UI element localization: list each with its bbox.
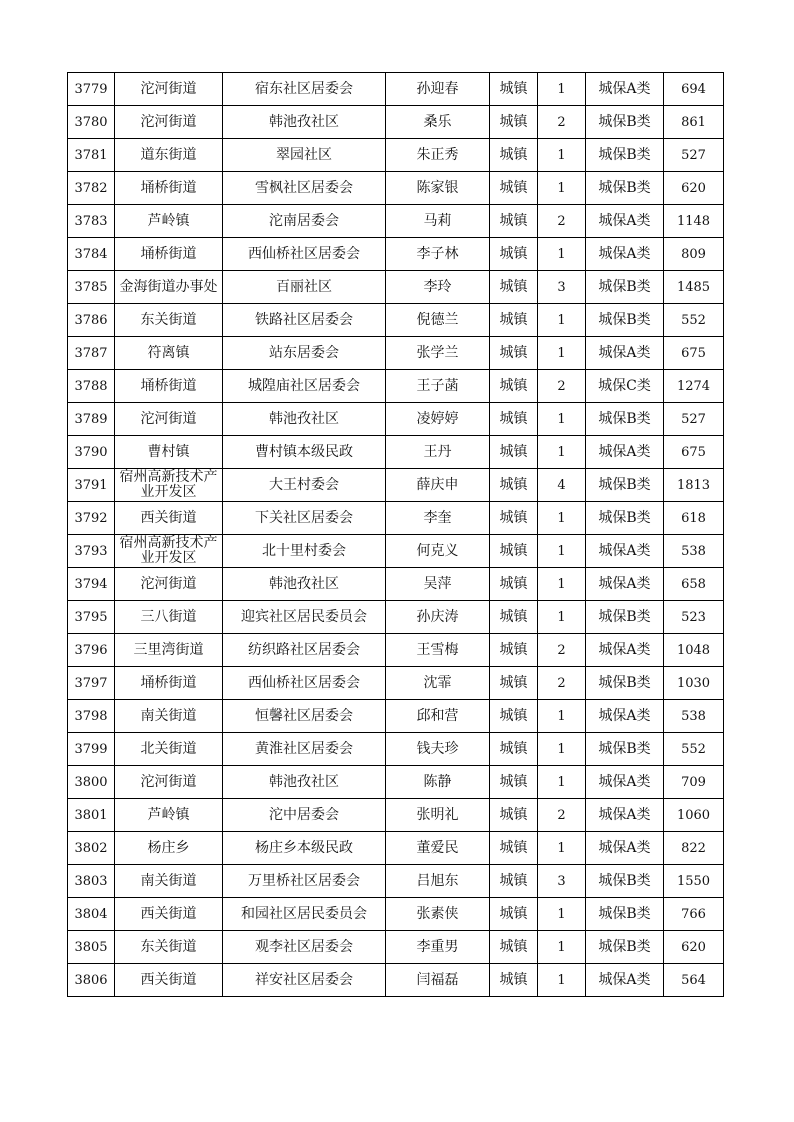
person-name-cell: 李重男 xyxy=(386,931,490,964)
row-id-cell: 3784 xyxy=(68,238,115,271)
area-type-cell: 城镇 xyxy=(490,700,538,733)
amount-cell: 1274 xyxy=(664,370,724,403)
row-id-cell: 3795 xyxy=(68,601,115,634)
area-type-cell: 城镇 xyxy=(490,403,538,436)
community-cell: 城隍庙社区居委会 xyxy=(223,370,386,403)
person-name-cell: 薛庆申 xyxy=(386,469,490,502)
community-cell: 沱中居委会 xyxy=(223,799,386,832)
person-name-cell: 李玲 xyxy=(386,271,490,304)
person-name-cell: 王丹 xyxy=(386,436,490,469)
street-cell: 北关街道 xyxy=(115,733,223,766)
household-count-cell: 1 xyxy=(538,436,586,469)
row-id-cell: 3801 xyxy=(68,799,115,832)
household-count-cell: 1 xyxy=(538,304,586,337)
category-cell: 城保B类 xyxy=(586,304,664,337)
household-count-cell: 1 xyxy=(538,832,586,865)
category-cell: 城保B类 xyxy=(586,403,664,436)
row-id-cell: 3781 xyxy=(68,139,115,172)
household-count-cell: 1 xyxy=(538,964,586,997)
household-count-cell: 3 xyxy=(538,271,586,304)
area-type-cell: 城镇 xyxy=(490,766,538,799)
community-cell: 百丽社区 xyxy=(223,271,386,304)
community-cell: 祥安社区居委会 xyxy=(223,964,386,997)
person-name-cell: 王雪梅 xyxy=(386,634,490,667)
category-cell: 城保B类 xyxy=(586,931,664,964)
household-count-cell: 2 xyxy=(538,106,586,139)
category-cell: 城保B类 xyxy=(586,106,664,139)
amount-cell: 766 xyxy=(664,898,724,931)
street-cell: 埇桥街道 xyxy=(115,667,223,700)
relief-roster-table xyxy=(67,72,724,997)
street-cell: 沱河街道 xyxy=(115,106,223,139)
street-cell: 宿州高新技术产业开发区 xyxy=(115,535,223,568)
row-id-cell: 3799 xyxy=(68,733,115,766)
area-type-cell: 城镇 xyxy=(490,370,538,403)
area-type-cell: 城镇 xyxy=(490,667,538,700)
row-id-cell: 3805 xyxy=(68,931,115,964)
community-cell: 雪枫社区居委会 xyxy=(223,172,386,205)
area-type-cell: 城镇 xyxy=(490,436,538,469)
category-cell: 城保A类 xyxy=(586,832,664,865)
category-cell: 城保B类 xyxy=(586,502,664,535)
amount-cell: 527 xyxy=(664,403,724,436)
category-cell: 城保A类 xyxy=(586,337,664,370)
person-name-cell: 王子菡 xyxy=(386,370,490,403)
table-row xyxy=(68,865,724,898)
household-count-cell: 1 xyxy=(538,931,586,964)
table-row xyxy=(68,172,724,205)
household-count-cell: 1 xyxy=(538,766,586,799)
community-cell: 韩池孜社区 xyxy=(223,568,386,601)
table-row xyxy=(68,436,724,469)
area-type-cell: 城镇 xyxy=(490,337,538,370)
table-row xyxy=(68,700,724,733)
person-name-cell: 钱夫珍 xyxy=(386,733,490,766)
category-cell: 城保B类 xyxy=(586,139,664,172)
household-count-cell: 2 xyxy=(538,205,586,238)
household-count-cell: 1 xyxy=(538,139,586,172)
category-cell: 城保A类 xyxy=(586,634,664,667)
row-id-cell: 3806 xyxy=(68,964,115,997)
area-type-cell: 城镇 xyxy=(490,799,538,832)
amount-cell: 564 xyxy=(664,964,724,997)
amount-cell: 675 xyxy=(664,436,724,469)
amount-cell: 538 xyxy=(664,700,724,733)
street-cell: 芦岭镇 xyxy=(115,205,223,238)
amount-cell: 1148 xyxy=(664,205,724,238)
row-id-cell: 3804 xyxy=(68,898,115,931)
amount-cell: 620 xyxy=(664,931,724,964)
household-count-cell: 3 xyxy=(538,865,586,898)
street-cell: 道东街道 xyxy=(115,139,223,172)
street-cell: 南关街道 xyxy=(115,865,223,898)
amount-cell: 1485 xyxy=(664,271,724,304)
table-row xyxy=(68,73,724,106)
row-id-cell: 3800 xyxy=(68,766,115,799)
person-name-cell: 张素侠 xyxy=(386,898,490,931)
area-type-cell: 城镇 xyxy=(490,73,538,106)
row-id-cell: 3782 xyxy=(68,172,115,205)
table-row xyxy=(68,205,724,238)
amount-cell: 538 xyxy=(664,535,724,568)
area-type-cell: 城镇 xyxy=(490,568,538,601)
amount-cell: 552 xyxy=(664,733,724,766)
community-cell: 北十里村委会 xyxy=(223,535,386,568)
row-id-cell: 3783 xyxy=(68,205,115,238)
amount-cell: 527 xyxy=(664,139,724,172)
person-name-cell: 孙庆涛 xyxy=(386,601,490,634)
row-id-cell: 3802 xyxy=(68,832,115,865)
area-type-cell: 城镇 xyxy=(490,931,538,964)
table-row xyxy=(68,898,724,931)
row-id-cell: 3803 xyxy=(68,865,115,898)
street-cell: 三里湾街道 xyxy=(115,634,223,667)
street-cell: 宿州高新技术产业开发区 xyxy=(115,469,223,502)
person-name-cell: 何克义 xyxy=(386,535,490,568)
category-cell: 城保B类 xyxy=(586,667,664,700)
row-id-cell: 3796 xyxy=(68,634,115,667)
amount-cell: 523 xyxy=(664,601,724,634)
household-count-cell: 2 xyxy=(538,667,586,700)
community-cell: 西仙桥社区居委会 xyxy=(223,667,386,700)
area-type-cell: 城镇 xyxy=(490,205,538,238)
table-row xyxy=(68,139,724,172)
household-count-cell: 1 xyxy=(538,337,586,370)
amount-cell: 658 xyxy=(664,568,724,601)
community-cell: 翠园社区 xyxy=(223,139,386,172)
table-row xyxy=(68,271,724,304)
community-cell: 大王村委会 xyxy=(223,469,386,502)
community-cell: 韩池孜社区 xyxy=(223,403,386,436)
area-type-cell: 城镇 xyxy=(490,832,538,865)
household-count-cell: 1 xyxy=(538,535,586,568)
area-type-cell: 城镇 xyxy=(490,304,538,337)
table-row xyxy=(68,106,724,139)
amount-cell: 822 xyxy=(664,832,724,865)
category-cell: 城保A类 xyxy=(586,535,664,568)
category-cell: 城保A类 xyxy=(586,766,664,799)
amount-cell: 620 xyxy=(664,172,724,205)
person-name-cell: 董爱民 xyxy=(386,832,490,865)
category-cell: 城保B类 xyxy=(586,271,664,304)
row-id-cell: 3786 xyxy=(68,304,115,337)
area-type-cell: 城镇 xyxy=(490,139,538,172)
community-cell: 站东居委会 xyxy=(223,337,386,370)
community-cell: 沱南居委会 xyxy=(223,205,386,238)
amount-cell: 1030 xyxy=(664,667,724,700)
row-id-cell: 3779 xyxy=(68,73,115,106)
street-cell: 埇桥街道 xyxy=(115,238,223,271)
category-cell: 城保A类 xyxy=(586,205,664,238)
household-count-cell: 1 xyxy=(538,568,586,601)
street-cell: 西关街道 xyxy=(115,898,223,931)
amount-cell: 1060 xyxy=(664,799,724,832)
street-cell: 沱河街道 xyxy=(115,73,223,106)
category-cell: 城保C类 xyxy=(586,370,664,403)
household-count-cell: 2 xyxy=(538,799,586,832)
category-cell: 城保A类 xyxy=(586,238,664,271)
street-cell: 东关街道 xyxy=(115,931,223,964)
community-cell: 杨庄乡本级民政 xyxy=(223,832,386,865)
household-count-cell: 1 xyxy=(538,700,586,733)
table-row xyxy=(68,931,724,964)
area-type-cell: 城镇 xyxy=(490,502,538,535)
household-count-cell: 1 xyxy=(538,403,586,436)
row-id-cell: 3793 xyxy=(68,535,115,568)
category-cell: 城保A类 xyxy=(586,700,664,733)
area-type-cell: 城镇 xyxy=(490,238,538,271)
table-row xyxy=(68,238,724,271)
row-id-cell: 3792 xyxy=(68,502,115,535)
category-cell: 城保A类 xyxy=(586,568,664,601)
community-cell: 韩池孜社区 xyxy=(223,766,386,799)
household-count-cell: 1 xyxy=(538,502,586,535)
person-name-cell: 李子林 xyxy=(386,238,490,271)
street-cell: 芦岭镇 xyxy=(115,799,223,832)
person-name-cell: 朱正秀 xyxy=(386,139,490,172)
row-id-cell: 3785 xyxy=(68,271,115,304)
person-name-cell: 张明礼 xyxy=(386,799,490,832)
table-row xyxy=(68,667,724,700)
category-cell: 城保B类 xyxy=(586,469,664,502)
person-name-cell: 闫福磊 xyxy=(386,964,490,997)
household-count-cell: 4 xyxy=(538,469,586,502)
person-name-cell: 邱和营 xyxy=(386,700,490,733)
street-cell: 金海街道办事处 xyxy=(115,271,223,304)
amount-cell: 861 xyxy=(664,106,724,139)
person-name-cell: 沈霏 xyxy=(386,667,490,700)
amount-cell: 694 xyxy=(664,73,724,106)
street-cell: 西关街道 xyxy=(115,502,223,535)
table-row xyxy=(68,799,724,832)
category-cell: 城保B类 xyxy=(586,733,664,766)
person-name-cell: 吴萍 xyxy=(386,568,490,601)
table-row xyxy=(68,766,724,799)
row-id-cell: 3797 xyxy=(68,667,115,700)
table-row xyxy=(68,964,724,997)
row-id-cell: 3780 xyxy=(68,106,115,139)
area-type-cell: 城镇 xyxy=(490,601,538,634)
table-row xyxy=(68,502,724,535)
row-id-cell: 3787 xyxy=(68,337,115,370)
row-id-cell: 3794 xyxy=(68,568,115,601)
community-cell: 恒馨社区居委会 xyxy=(223,700,386,733)
community-cell: 铁路社区居委会 xyxy=(223,304,386,337)
category-cell: 城保A类 xyxy=(586,73,664,106)
amount-cell: 1550 xyxy=(664,865,724,898)
row-id-cell: 3788 xyxy=(68,370,115,403)
person-name-cell: 孙迎春 xyxy=(386,73,490,106)
street-cell: 东关街道 xyxy=(115,304,223,337)
community-cell: 纺织路社区居委会 xyxy=(223,634,386,667)
street-cell: 沱河街道 xyxy=(115,766,223,799)
table-row xyxy=(68,733,724,766)
street-cell: 南关街道 xyxy=(115,700,223,733)
person-name-cell: 李奎 xyxy=(386,502,490,535)
community-cell: 西仙桥社区居委会 xyxy=(223,238,386,271)
amount-cell: 618 xyxy=(664,502,724,535)
amount-cell: 809 xyxy=(664,238,724,271)
street-cell: 沱河街道 xyxy=(115,403,223,436)
area-type-cell: 城镇 xyxy=(490,733,538,766)
person-name-cell: 凌婷婷 xyxy=(386,403,490,436)
category-cell: 城保A类 xyxy=(586,964,664,997)
street-cell: 三八街道 xyxy=(115,601,223,634)
table-row xyxy=(68,634,724,667)
street-cell: 符离镇 xyxy=(115,337,223,370)
area-type-cell: 城镇 xyxy=(490,271,538,304)
category-cell: 城保B类 xyxy=(586,898,664,931)
table-row xyxy=(68,568,724,601)
street-cell: 西关街道 xyxy=(115,964,223,997)
household-count-cell: 2 xyxy=(538,634,586,667)
street-cell: 沱河街道 xyxy=(115,568,223,601)
category-cell: 城保B类 xyxy=(586,601,664,634)
amount-cell: 552 xyxy=(664,304,724,337)
household-count-cell: 1 xyxy=(538,238,586,271)
area-type-cell: 城镇 xyxy=(490,964,538,997)
amount-cell: 675 xyxy=(664,337,724,370)
amount-cell: 1813 xyxy=(664,469,724,502)
category-cell: 城保A类 xyxy=(586,436,664,469)
category-cell: 城保B类 xyxy=(586,865,664,898)
household-count-cell: 1 xyxy=(538,172,586,205)
person-name-cell: 陈静 xyxy=(386,766,490,799)
community-cell: 下关社区居委会 xyxy=(223,502,386,535)
person-name-cell: 桑乐 xyxy=(386,106,490,139)
person-name-cell: 张学兰 xyxy=(386,337,490,370)
household-count-cell: 1 xyxy=(538,898,586,931)
table-row xyxy=(68,832,724,865)
community-cell: 曹村镇本级民政 xyxy=(223,436,386,469)
area-type-cell: 城镇 xyxy=(490,469,538,502)
community-cell: 黄淮社区居委会 xyxy=(223,733,386,766)
table-row xyxy=(68,601,724,634)
community-cell: 韩池孜社区 xyxy=(223,106,386,139)
person-name-cell: 倪德兰 xyxy=(386,304,490,337)
table-row xyxy=(68,304,724,337)
community-cell: 万里桥社区居委会 xyxy=(223,865,386,898)
street-cell: 曹村镇 xyxy=(115,436,223,469)
category-cell: 城保A类 xyxy=(586,799,664,832)
category-cell: 城保B类 xyxy=(586,172,664,205)
street-cell: 杨庄乡 xyxy=(115,832,223,865)
household-count-cell: 1 xyxy=(538,733,586,766)
community-cell: 观李社区居委会 xyxy=(223,931,386,964)
row-id-cell: 3790 xyxy=(68,436,115,469)
area-type-cell: 城镇 xyxy=(490,865,538,898)
row-id-cell: 3791 xyxy=(68,469,115,502)
table-row xyxy=(68,403,724,436)
table-row xyxy=(68,535,724,568)
area-type-cell: 城镇 xyxy=(490,634,538,667)
area-type-cell: 城镇 xyxy=(490,106,538,139)
table-row xyxy=(68,370,724,403)
person-name-cell: 陈家银 xyxy=(386,172,490,205)
community-cell: 宿东社区居委会 xyxy=(223,73,386,106)
table-row xyxy=(68,469,724,502)
street-cell: 埇桥街道 xyxy=(115,172,223,205)
row-id-cell: 3789 xyxy=(68,403,115,436)
table-row xyxy=(68,337,724,370)
roster-body xyxy=(68,73,724,997)
street-cell: 埇桥街道 xyxy=(115,370,223,403)
row-id-cell: 3798 xyxy=(68,700,115,733)
amount-cell: 709 xyxy=(664,766,724,799)
person-name-cell: 马莉 xyxy=(386,205,490,238)
area-type-cell: 城镇 xyxy=(490,898,538,931)
area-type-cell: 城镇 xyxy=(490,535,538,568)
amount-cell: 1048 xyxy=(664,634,724,667)
area-type-cell: 城镇 xyxy=(490,172,538,205)
community-cell: 和园社区居民委员会 xyxy=(223,898,386,931)
community-cell: 迎宾社区居民委员会 xyxy=(223,601,386,634)
household-count-cell: 1 xyxy=(538,73,586,106)
person-name-cell: 吕旭东 xyxy=(386,865,490,898)
household-count-cell: 1 xyxy=(538,601,586,634)
household-count-cell: 2 xyxy=(538,370,586,403)
